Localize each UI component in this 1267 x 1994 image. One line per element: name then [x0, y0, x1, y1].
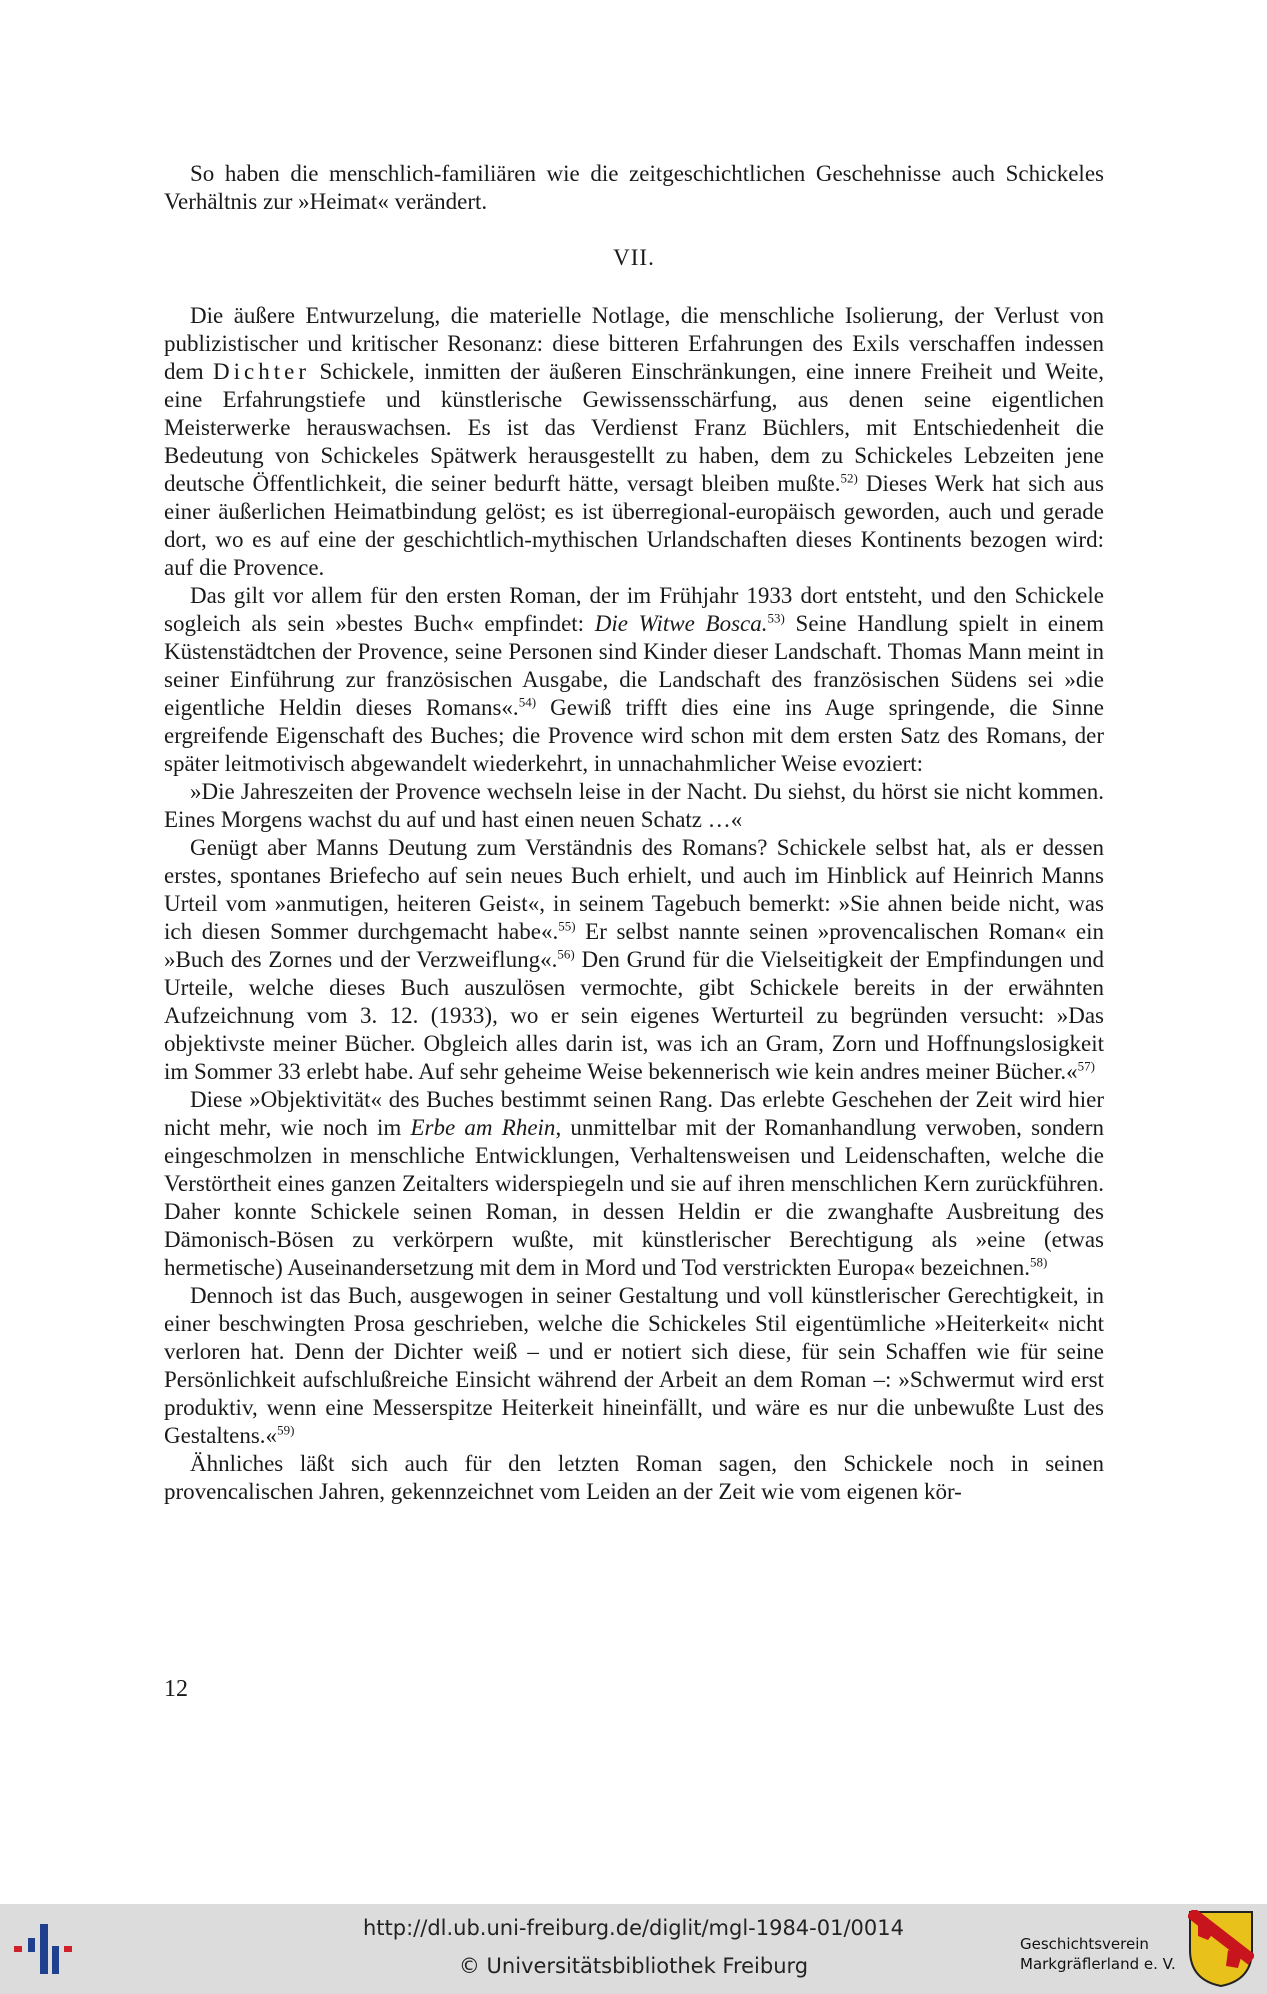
- book-title: Die Witwe Bosca.: [594, 611, 768, 636]
- paragraph-intro: So haben die menschlich-familiären wie die zeitgeschichtlichen Geschehnisse auch Schickeles Verhältnis zur »Heimat« verändert.: [164, 161, 1104, 214]
- footnote-ref-53: 53): [767, 610, 785, 626]
- paragraph-5: [164, 1086, 1104, 1282]
- footer-bar: [0, 1904, 1267, 1994]
- society-name: [1020, 1934, 1176, 1974]
- paragraph-2: [164, 582, 1104, 778]
- spaced-word: Dichter: [213, 359, 311, 384]
- footnote-ref-59: 59): [277, 1422, 295, 1438]
- text-run: Das gilt vor allem für den ersten Roman, der im Frühjahr 1933 dort entsteht, und den Schickele sogleich als sein »bestes Buch« empfindet:: [164, 583, 1104, 636]
- text-run: Seine Handlung spielt in einem Küstenstädtchen der Provence, seine Personen sind Kinder dieser Landschaft. Thomas Mann meint in seiner Einführung zur französischen Ausgabe, die Landschaft des französischen Südens sei »die eigentliche Heldin dieses Romans«.: [164, 611, 1104, 720]
- paragraph-7: Ähnliches läßt sich auch für den letzten Roman sagen, den Schickele noch in seinen provencalischen Jahren, gekennzeichnet vom Leiden an der Zeit wie vom eigenen kör-: [164, 1451, 1104, 1504]
- footnote-ref-57: 57): [1077, 1058, 1095, 1074]
- copyright-text: © Universitätsbibliothek Freiburg: [458, 1954, 809, 1978]
- text-run: Gewiß trifft dies eine ins Auge springende, die Sinne ergreifende Eigenschaft des Buches; die Provence wird schon mit dem ersten Satz des Romans, der später leitmotivisch abgewandelt wiederkehrt, in unnachahmlicher Weise evoziert:: [164, 695, 1105, 776]
- book-page-body: [164, 160, 1104, 1506]
- footnote-ref-56: 56): [557, 946, 575, 962]
- text-run: , unmittelbar mit der Romanhandlung verwoben, sondern eingeschmolzen in menschliche Entwicklungen, Verhaltensweisen und Leidenschaften, welche die Verstörtheit eines ganzen Zeitalters widerspiegeln und sie auf ihren menschlichen Kern zurückführen. Daher konnte Schickele seinen Roman, in dessen Heldin er die zwanghafte Ausbreitung des Dämonisch-Bösen zu verkörpern wußte, mit künstlerischer Berechtigung als »eine (etwas hermetische) Auseinandersetzung mit dem in Mord und Tod verstrickten Europa« bezeichnen.: [164, 1115, 1104, 1280]
- society-line-2: Markgräflerland e. V.: [1020, 1955, 1176, 1973]
- footnote-ref-55: 55): [558, 918, 576, 934]
- page-number: 12: [164, 1676, 188, 1702]
- society-line-1: Geschichtsverein: [1020, 1935, 1149, 1953]
- paragraph-quote: »Die Jahreszeiten der Provence wechseln leise in der Nacht. Du siehst, du hörst sie nicht kommen. Eines Morgens wachst du auf und hast einen neuen Schatz …«: [164, 779, 1104, 832]
- paragraph-1: [164, 302, 1104, 582]
- permalink-url[interactable]: http://dl.ub.uni-freiburg.de/diglit/mgl-1984-01/0014: [362, 1916, 904, 1940]
- footnote-ref-54: 54): [518, 694, 537, 710]
- coat-of-arms-icon: [1188, 1910, 1254, 1988]
- text-run: Diese »Objektivität« des Buches bestimmt seinen Rang. Das erlebte Geschehen der Zeit wird hier nicht mehr, wie noch im: [164, 1087, 1104, 1140]
- text-run: Er selbst nannte seinen »provencalischen Roman« ein »Buch des Zornes und der Verzweiflung«.: [164, 919, 1104, 972]
- book-title: Erbe am Rhein: [410, 1115, 556, 1140]
- footnote-ref-58: 58): [1029, 1254, 1048, 1270]
- text-run: Den Grund für die Vielseitigkeit der Empfindungen und Urteile, welche dieses Buch auszulösen vermochte, gibt Schickele bereits in der erwähnten Aufzeichnung vom 3. 12. (1933), wo er sein eigenes Werturteil zu begründen versucht: »Das objektivste meiner Bücher. Obgleich alles darin ist, was ich an Gram, Zorn und Hoffnungslosigkeit im Sommer 33 erlebt habe. Auf sehr geheime Weise bekennerisch wie kein andres meiner Bücher.«: [164, 947, 1104, 1084]
- footnote-ref-52: 52): [840, 470, 858, 486]
- text-run: Dieses Werk hat sich aus einer äußerlichen Heimatbindung gelöst; es ist überregional-europäisch geworden, auch und gerade dort, wo es auf eine der geschichtlich-mythischen Urlandschaften dieses Kontinents bezogen wird: auf die Provence.: [164, 471, 1104, 580]
- paragraph-6: [164, 1282, 1104, 1450]
- paragraph-4: [164, 834, 1104, 1086]
- section-heading: VII.: [613, 245, 655, 270]
- text-run: Die äußere Entwurzelung, die materielle Notlage, die menschliche Isolierung, der Verlust von publizistischer und kritischer Resonanz: diese bitteren Erfahrungen des Exils verschaffen indessen dem: [164, 303, 1104, 384]
- text-run: Genügt aber Manns Deutung zum Verständnis des Romans? Schickele selbst hat, als er dessen erstes, spontanes Briefecho auf sein neues Buch erhielt, und auch im Hinblick auf Heinrich Manns Urteil vom »anmutigen, heiteren Geist«, in seinem Tagebuch bemerkt: »Sie ahnen beide nicht, was ich diesen Sommer durchgemacht habe«.: [164, 835, 1104, 944]
- text-run: Dennoch ist das Buch, ausgewogen in seiner Gestaltung und voll künstlerischer Gerechtigkeit, in einer beschwingten Prosa geschrieben, welche die Schickeles Stil eigentümliche »Heiterkeit« nicht verloren hat. Denn der Dichter weiß – und er notiert sich diese, für sein Schaffen wie für seine Persönlichkeit aufschlußreiche Einsicht während der Arbeit an dem Roman –: »Schwermut wird erst produktiv, wenn eine Messerspitze Heiterkeit hineinfällt, und wäre es nur die unbewußte Lust des Gestaltens.«: [164, 1283, 1104, 1448]
- text-run: Schickele, inmitten der äußeren Einschränkungen, eine innere Freiheit und Weite, eine Erfahrungstiefe und künstlerische Gewissensschärfung, aus denen seine eigentlichen Meisterwerke herauswachsen. Es ist das Verdienst Franz Büchlers, mit Entschiedenheit die Bedeutung von Schickeles Spätwerk herausgestellt zu haben, dem zu Schickeles Lebzeiten jene deutsche Öffentlichkeit, die seiner bedurft hätte, versagt bleiben mußte.: [164, 359, 1104, 496]
